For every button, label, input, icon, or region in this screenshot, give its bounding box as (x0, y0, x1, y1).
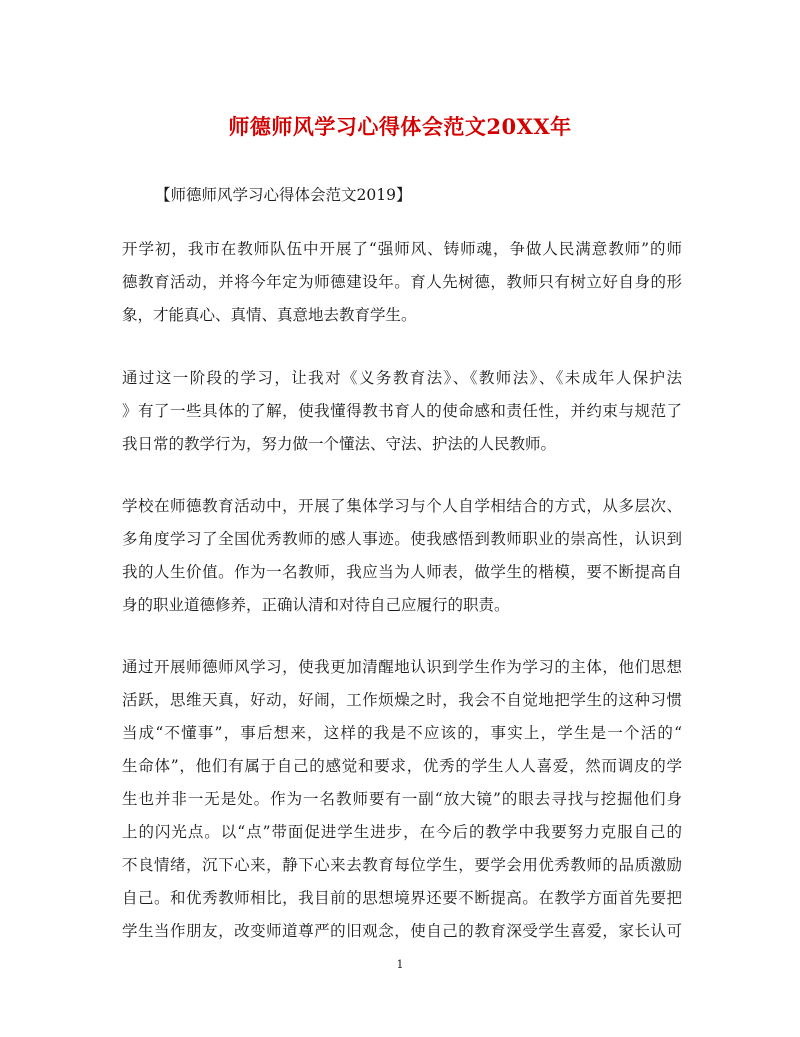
paragraph-line: 上的闪光点。以“点”带面促进学生进步，在今后的教学中我要努力克服自己的 (122, 823, 682, 841)
paragraph-line: 不良情绪，沉下心来，静下心来去教育每位学生，要学会用优秀教师的品质激励 (122, 856, 682, 874)
paragraph-line: 》有了一些具体的了解，使我懂得教书育人的使命感和责任性，并约束与规范了 (122, 402, 682, 420)
paragraph-line: 象，才能真心、真情、真意地去教育学生。 (122, 306, 417, 324)
paragraph-line: 我的人生价值。作为一名教师，我应当为人师表，做学生的楷模，要不断提高自 (122, 563, 682, 581)
paragraph-line: 活跃，思维天真，好动，好闹，工作烦燥之时，我会不自觉地把学生的这种习惯 (122, 691, 682, 709)
paragraph-4 (122, 651, 682, 948)
page-number: 1 (396, 958, 404, 971)
paragraph-1 (122, 233, 682, 332)
paragraph-line: 多角度学习了全国优秀教师的感人事迹。使我感悟到教师职业的崇高性，认识到 (122, 530, 682, 548)
paragraph-line: 生命体”，他们有属于自己的感觉和要求，优秀的学生人人喜爱，然而调皮的学 (122, 757, 682, 775)
paragraph-2 (122, 362, 682, 461)
paragraph-line: 通过开展师德师风学习，使我更加清醒地认识到学生作为学习的主体，他们思想 (122, 658, 682, 676)
paragraph-line: 学校在师德教育活动中，开展了集体学习与个人自学相结合的方式，从多层次、 (122, 497, 682, 515)
paragraph-line: 当成“不懂事”，事后想来，这样的我是不应该的，事实上，学生是一个活的“ (122, 724, 682, 742)
paragraph-line: 自己。和优秀教师相比，我目前的思想境界还要不断提高。在教学方面首先要把 (122, 889, 682, 907)
paragraph-line: 通过这一阶段的学习，让我对《义务教育法》、《教师法》、《未成年人保护法 (122, 369, 682, 387)
paragraph-line: 身的职业道德修养，正确认清和对待自己应履行的职责。 (122, 596, 510, 614)
paragraph-line: 生也并非一无是处。作为一名教师要有一副“放大镜”的眼去寻找与挖掘他们身 (122, 790, 682, 808)
paragraph-line: 开学初，我市在教师队伍中开展了“强师风、铸师魂，争做人民满意教师”的师 (122, 240, 682, 258)
paragraph-line: 我日常的教学行为，努力做一个懂法、守法、护法的人民教师。 (122, 435, 557, 453)
paragraph-line: 学生当作朋友，改变师道尊严的旧观念，使自己的教育深受学生喜爱，家长认可 (122, 922, 682, 940)
paragraph-3 (122, 490, 682, 622)
document-title: 师德师风学习心得体会范文20XX年 (228, 114, 572, 139)
paragraph-line: 德教育活动，并将今年定为师德建设年。育人先树德，教师只有树立好自身的形 (122, 273, 682, 291)
document-subtitle: 【师德师风学习心得体会范文2019】 (155, 186, 412, 204)
